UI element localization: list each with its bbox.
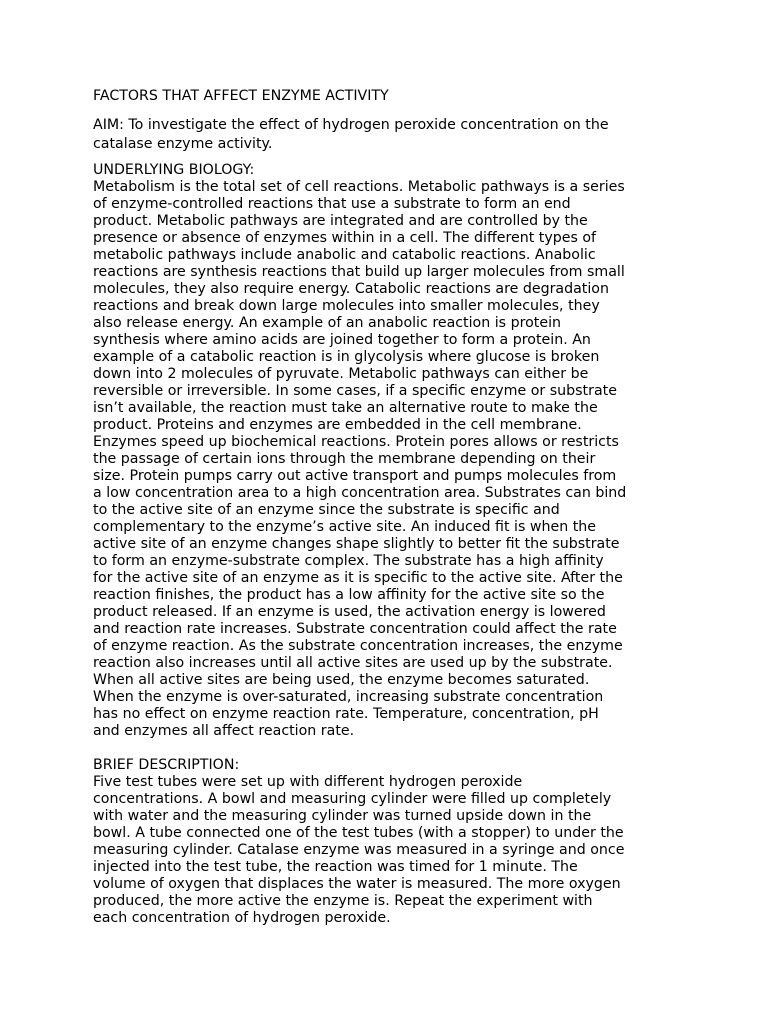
body-line: and enzymes all affect reaction rate. xyxy=(93,723,355,739)
body-line: product released. If an enzyme is used, the activation energy is lowered xyxy=(93,604,606,620)
body-line: When all active sites are being used, the enzyme becomes saturated. xyxy=(93,672,590,688)
body-line: synthesis where amino acids are joined together to form a protein. An xyxy=(93,332,591,348)
body-line: injected into the test tube, the reaction was timed for 1 minute. The xyxy=(93,859,578,875)
aim-line: AIM: To investigate the effect of hydrogen peroxide concentration on the xyxy=(93,117,609,133)
underlying-biology-heading: UNDERLYING BIOLOGY: xyxy=(93,162,255,178)
body-line: complementary to the enzyme’s active site. An induced fit is when the xyxy=(93,519,597,535)
body-line: reversible or irreversible. In some cases, if a specific enzyme or substrate xyxy=(93,383,617,399)
body-line: has no effect on enzyme reaction rate. Temperature, concentration, pH xyxy=(93,706,599,722)
brief-description-body xyxy=(93,774,683,927)
body-line: reactions are synthesis reactions that build up larger molecules from small xyxy=(93,264,625,280)
body-line: bowl. A tube connected one of the test tubes (with a stopper) to under the xyxy=(93,825,624,841)
brief-description-section xyxy=(93,757,683,927)
body-line: of enzyme-controlled reactions that use a substrate to form an end xyxy=(93,196,571,212)
body-line: to form an enzyme-substrate complex. The substrate has a high affinity xyxy=(93,553,604,569)
body-line: Metabolism is the total set of cell reactions. Metabolic pathways is a series xyxy=(93,179,625,195)
body-line: size. Protein pumps carry out active transport and pumps molecules from xyxy=(93,468,617,484)
body-line: Five test tubes were set up with different hydrogen peroxide xyxy=(93,774,523,790)
underlying-biology-body xyxy=(93,179,683,740)
body-line: isn’t available, the reaction must take an alternative route to make the xyxy=(93,400,598,416)
body-line: the passage of certain ions through the membrane depending on their xyxy=(93,451,596,467)
body-line: metabolic pathways include anabolic and catabolic reactions. Anabolic xyxy=(93,247,596,263)
body-line: down into 2 molecules of pyruvate. Metabolic pathways can either be xyxy=(93,366,589,382)
document-page xyxy=(93,87,683,927)
aim-line: catalase enzyme activity. xyxy=(93,135,273,152)
body-line: with water and the measuring cylinder was turned upside down in the xyxy=(93,808,592,824)
body-line: a low concentration area to a high concentration area. Substrates can bind xyxy=(93,485,627,501)
section-spacer xyxy=(93,740,683,757)
underlying-biology-section xyxy=(93,162,683,740)
body-line: active site of an enzyme changes shape slightly to better fit the substrate xyxy=(93,536,620,552)
body-line: of enzyme reaction. As the substrate concentration increases, the enzyme xyxy=(93,638,623,654)
body-line: volume of oxygen that displaces the water is measured. The more oxygen xyxy=(93,876,621,892)
body-line: each concentration of hydrogen peroxide. xyxy=(93,910,391,926)
body-line: example of a catabolic reaction is in glycolysis where glucose is broken xyxy=(93,349,600,365)
body-line: product. Proteins and enzymes are embedded in the cell membrane. xyxy=(93,417,582,433)
aim-statement xyxy=(93,116,683,153)
body-line: and reaction rate increases. Substrate concentration could affect the rate xyxy=(93,621,617,637)
body-line: When the enzyme is over-saturated, increasing substrate concentration xyxy=(93,689,604,705)
body-line: reaction finishes, the product has a low affinity for the active site so the xyxy=(93,587,605,603)
brief-description-heading: BRIEF DESCRIPTION: xyxy=(93,757,240,773)
body-line: reactions and break down large molecules into smaller molecules, they xyxy=(93,298,600,314)
body-line: product. Metabolic pathways are integrated and are controlled by the xyxy=(93,213,588,229)
body-line: for the active site of an enzyme as it is specific to the active site. After the xyxy=(93,570,623,586)
body-line: Enzymes speed up biochemical reactions. Protein pores allows or restricts xyxy=(93,434,619,450)
body-line: measuring cylinder. Catalase enzyme was measured in a syringe and once xyxy=(93,842,625,858)
body-line: to the active site of an enzyme since the substrate is specific and xyxy=(93,502,560,518)
body-line: presence or absence of enzymes within in a cell. The different types of xyxy=(93,230,597,246)
body-line: also release energy. An example of an anabolic reaction is protein xyxy=(93,315,562,331)
body-line: reaction also increases until all active sites are used up by the substrate. xyxy=(93,655,613,671)
body-line: molecules, they also require energy. Catabolic reactions are degradation xyxy=(93,281,609,297)
document-title: FACTORS THAT AFFECT ENZYME ACTIVITY xyxy=(93,88,389,104)
body-line: concentrations. A bowl and measuring cylinder were filled up completely xyxy=(93,791,612,807)
body-line: produced, the more active the enzyme is. Repeat the experiment with xyxy=(93,893,593,909)
